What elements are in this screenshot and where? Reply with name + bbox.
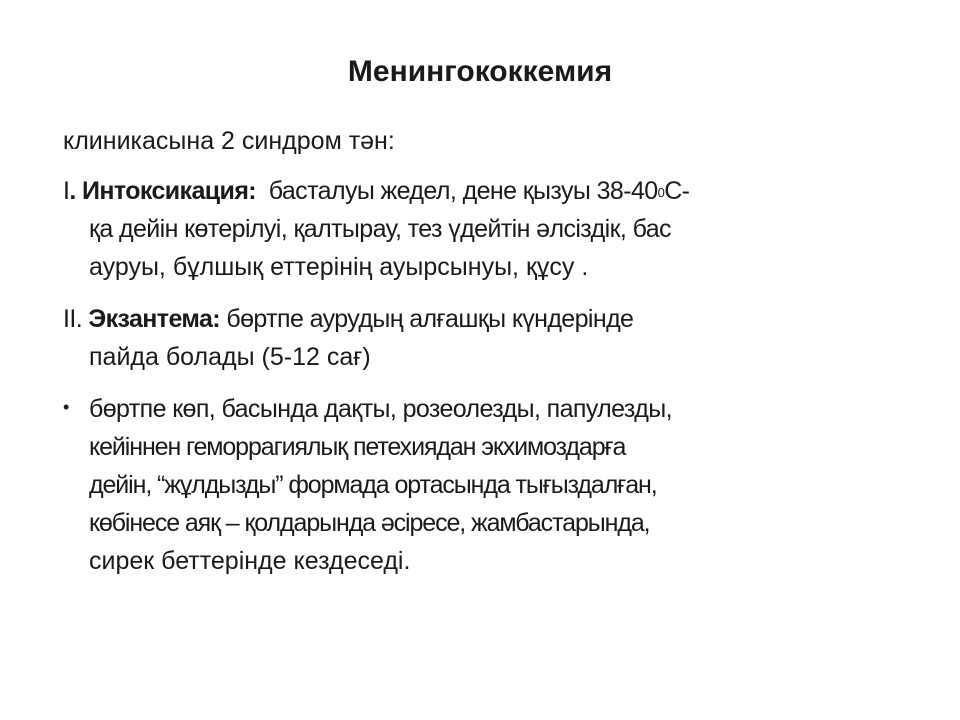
section-2-line-2: пайда болады (5-12 сағ) — [89, 343, 371, 371]
bullet-dot: • — [63, 397, 70, 417]
bullet-line-4: көбінесе аяқ – қолдарында әсіресе, жамбастарында, — [89, 509, 650, 537]
bullet-line-5: сирек беттерінде кездеседі. — [89, 547, 411, 575]
section-1-line-1 — [63, 172, 689, 214]
section-1-line-2: қа дейін көтерілуі, қалтырау, тез үдейтін әлсіздік, бас — [89, 215, 671, 243]
section-1-text-a: басталуы жедел, дене қызуы 38-40 — [268, 177, 658, 205]
degree-superscript: 0 — [657, 185, 665, 200]
slide-title: Менингококкемия — [347, 55, 613, 88]
section-1-label: . Интоксикация: — [69, 177, 257, 205]
section-1-text-b: С- — [664, 177, 690, 205]
intro-line: клиникасына 2 синдром тән: — [63, 127, 395, 155]
section-2-label: Экзантема: — [88, 305, 221, 333]
section-1-marker: I — [63, 177, 70, 205]
section-2-marker: II. — [63, 305, 83, 333]
bullet-line-1: бөртпе көп, басында дақты, розеолезды, папулезды, — [89, 395, 672, 423]
section-1-line-3: ауруы, бұлшық еттерінің ауырсынуы, құсу . — [89, 253, 589, 281]
section-2-text: бөртпе аурудың алғашқы күндерінде — [226, 305, 634, 333]
bullet-line-3: дейін, “жұлдызды” формада ортасында тығыздалған, — [89, 471, 657, 499]
bullet-line-2: кейіннен геморрагиялық петехиядан экхимоздарға — [89, 433, 626, 461]
section-2-line-1 — [63, 300, 633, 338]
